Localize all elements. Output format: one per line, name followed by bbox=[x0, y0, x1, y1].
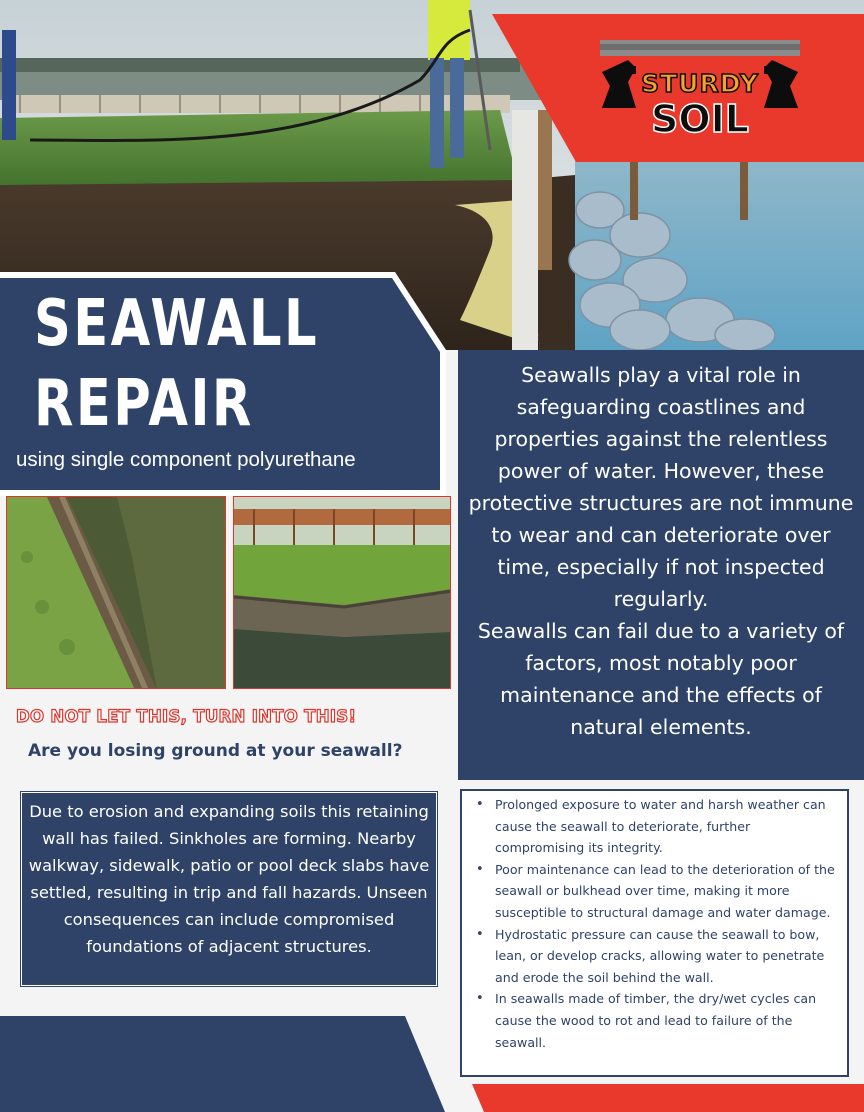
photo-failed-seawall-after bbox=[233, 496, 451, 689]
cause-item: • Poor maintenance can lead to the deterioration of the seawall or bulkhead over time, making it more susceptible to structural damage and water damage. bbox=[474, 859, 843, 924]
sturdy-soil-logo bbox=[598, 38, 802, 138]
logo-text-soil: SOIL bbox=[650, 97, 750, 138]
intro-box bbox=[458, 350, 864, 780]
erosion-box: Due to erosion and expanding soils this retaining wall has failed. Sinkholes are forming. Nearby walkway, sidewalk, patio or pool deck slabs have settled, resulting in trip and fall hazards. Unseen consequences can include compromised foundations of adjacent structures. bbox=[21, 792, 437, 986]
subtitle: using single component polyurethane bbox=[16, 448, 356, 471]
title-line-1: SEAWALL bbox=[34, 287, 320, 361]
question-callout: Are you losing ground at your seawall? bbox=[28, 741, 403, 761]
cause-item: • Hydrostatic pressure can cause the seawall to bow, lean, or develop cracks, allowing water to penetrate and erode the soil behind the wall. bbox=[474, 924, 843, 989]
causes-list-box bbox=[460, 789, 849, 1077]
logo-text-sturdy: STURDY bbox=[641, 69, 759, 98]
intro-paragraph-1: Seawalls play a vital role in safeguarding coastlines and properties against the relentless power of water. However, these protective structures are not immune to wear and can deteriorate over time, especially if not inspected regularly. bbox=[468, 363, 854, 611]
cause-item: • Prolonged exposure to water and harsh weather can cause the seawall to deteriorate, further compromising its integrity. bbox=[474, 794, 843, 859]
bottom-red-band bbox=[472, 1084, 864, 1112]
title-line-2: REPAIR bbox=[34, 367, 254, 441]
causes-list bbox=[474, 794, 843, 1053]
photo-retaining-wall-before bbox=[6, 496, 226, 689]
bottom-navy-band bbox=[0, 1016, 445, 1112]
intro-paragraph-2: Seawalls can fail due to a variety of factors, most notably poor maintenance and the effects of natural elements. bbox=[477, 619, 845, 739]
warning-callout: DO NOT LET THIS, TURN INTO THIS! bbox=[16, 707, 357, 726]
cause-item: • In seawalls made of timber, the dry/wet cycles can cause the wood to rot and lead to failure of the seawall. bbox=[474, 988, 843, 1053]
